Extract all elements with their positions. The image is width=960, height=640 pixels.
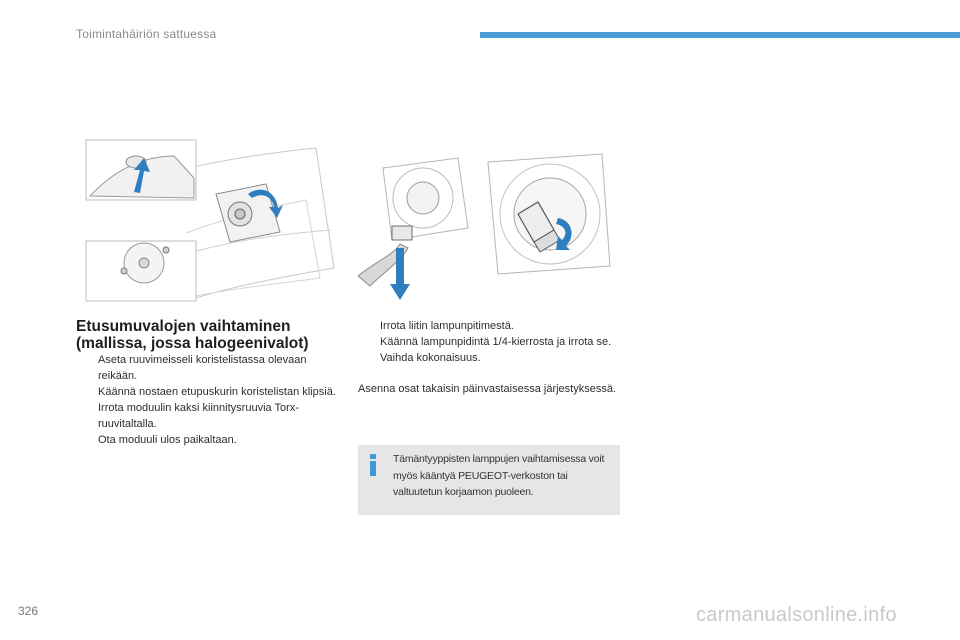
step-text: Ota moduuli ulos paikaltaan. <box>98 434 237 446</box>
step-text: Aseta ruuvimeisseli koristelistassa olevaan reikään. <box>98 354 307 382</box>
section-title-line-2: (mallissa, jossa halogeenivalot) <box>76 335 309 352</box>
torx-screw-left-icon <box>121 268 127 274</box>
steps-right <box>358 318 620 366</box>
section-title-line-1: Etusumuvalojen vaihtaminen <box>76 318 291 335</box>
page-number: 326 <box>18 604 39 618</box>
list-item <box>76 400 348 432</box>
bumper-module-illustration <box>76 138 340 304</box>
watermark: carmanualsonline.info <box>696 604 897 626</box>
step-text: Käännä nostaen etupuskurin koristelistan klipsiä. <box>98 386 336 398</box>
header-title: Toimintahäiriön sattuessa <box>76 27 217 41</box>
info-box <box>358 445 620 515</box>
info-icon <box>368 454 378 476</box>
lamp-holder-illustration <box>358 148 620 306</box>
list-item <box>358 350 620 366</box>
step-text: Irrota liitin lampunpitimestä. <box>380 320 514 332</box>
module-center <box>139 258 149 268</box>
list-item <box>358 334 620 350</box>
list-item <box>76 432 348 448</box>
fog-lamp-bulb <box>235 209 245 219</box>
info-text: Tämäntyyppisten lamppujen vaihtamisessa voit myös kääntyä PEUGEOT-verkoston tai valtuutetun korjaamon puoleen. <box>393 453 605 498</box>
steps-left <box>76 352 348 448</box>
step-text: Irrota moduulin kaksi kiinnitysruuvia Torx-ruuvitaltalla. <box>98 402 299 430</box>
connector <box>392 226 412 240</box>
list-item <box>358 318 620 334</box>
housing-left-core <box>407 182 439 214</box>
step-text: Käännä lampunpidintä 1/4-kierrosta ja irrota se. <box>380 336 612 348</box>
list-item <box>76 352 348 384</box>
reassembly-note: Asenna osat takaisin päinvastaisessa järjestyksessä. <box>358 383 617 395</box>
list-item <box>76 384 348 400</box>
header-accent-bar <box>480 32 960 38</box>
section-title <box>76 318 346 352</box>
step-text: Vaihda kokonaisuus. <box>380 352 481 364</box>
torx-screw-right-icon <box>163 247 169 253</box>
